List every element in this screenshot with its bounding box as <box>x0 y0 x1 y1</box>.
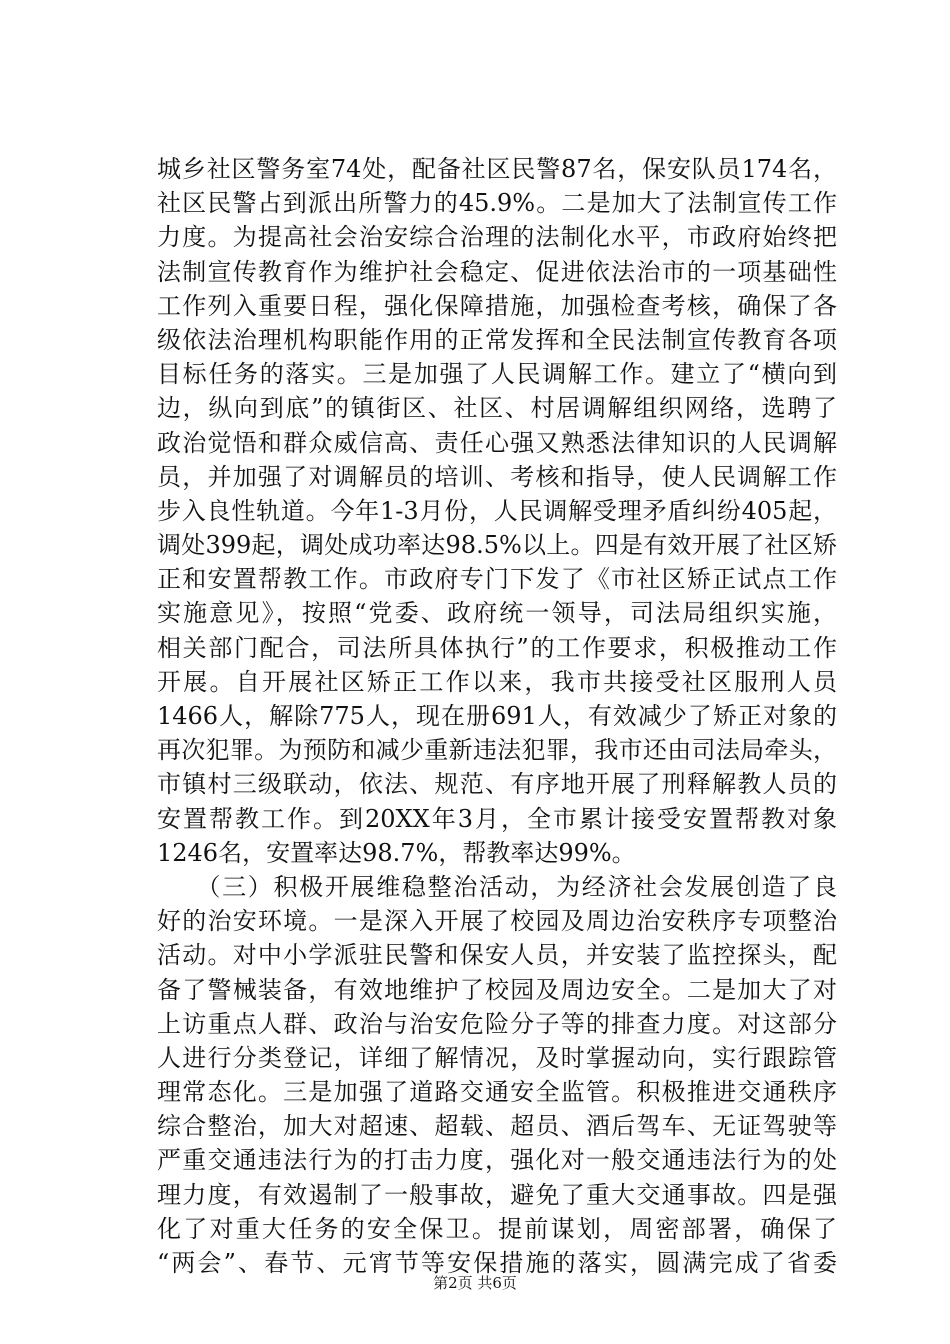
text-line: 城乡社区警务室74处，配备社区民警87名，保安队员174名， <box>157 155 837 183</box>
text-line: 员，并加强了对调解员的培训、考核和指导，使人民调解工作 <box>157 462 837 491</box>
text-line: 人进行分类登记，详细了解情况，及时掌握动向，实行跟踪管 <box>157 1043 837 1072</box>
text-line: 备了警械装备，有效地维护了校园及周边安全。二是加大了对 <box>157 975 837 1004</box>
text-line: 实施意见》，按照“党委、政府统一领导，司法局组织实施， <box>157 599 837 628</box>
text-line: 理常态化。三是加强了道路交通安全监管。积极推进交通秩序 <box>157 1078 837 1107</box>
text-line: 相关部门配合，司法所具体执行”的工作要求，积极推动工作 <box>157 633 837 662</box>
text-line: 政治觉悟和群众威信高、责任心强又熟悉法律知识的人民调解 <box>157 428 837 457</box>
page-number-label: 第2页 共6页 <box>433 1274 517 1292</box>
document-body <box>157 152 837 1280</box>
text-line: 级依法治理机构职能作用的正常发挥和全民法制宣传教育各项 <box>157 325 837 354</box>
text-line: “两会”、春节、元宵节等安保措施的落实，圆满完成了省委 <box>157 1249 837 1277</box>
text-line: 调处399起，调处成功率达98.5%以上。四是有效开展了社区矫 <box>157 531 837 560</box>
text-line: 好的治安环境。一是深入开展了校园及周边治安秩序专项整治 <box>157 907 837 936</box>
page-footer <box>0 1272 950 1293</box>
text-line: 力度。为提高社会治安综合治理的法制化水平，市政府始终把 <box>157 223 837 252</box>
text-line: 工作列入重要日程，强化保障措施，加强检查考核，确保了各 <box>157 291 837 320</box>
text-line: 再次犯罪。为预防和减少重新违法犯罪，我市还由司法局牵头， <box>157 736 837 765</box>
text-line: 开展。自开展社区矫正工作以来，我市共接受社区服刑人员 <box>157 667 837 696</box>
text-line: 理力度，有效遏制了一般事故，避免了重大交通事故。四是强 <box>157 1180 837 1209</box>
text-line: 边，纵向到底”的镇街区、社区、村居调解组织网络，选聘了 <box>157 394 837 423</box>
paragraph-end-line: 1246名，安置率达98.7%，帮教率达99%。 <box>157 838 636 867</box>
text-line: 正和安置帮教工作。市政府专门下发了《市社区矫正试点工作 <box>157 565 837 594</box>
section-heading-line: （三）积极开展维稳整治活动，为经济社会发展创造了良 <box>157 872 837 901</box>
text-line: 综合整治，加大对超速、超载、超员、酒后驾车、无证驾驶等 <box>157 1112 837 1141</box>
text-line: 化了对重大任务的安全保卫。提前谋划，周密部署，确保了 <box>157 1214 837 1243</box>
text-line: 安置帮教工作。到20XX年3月，全市累计接受安置帮教对象 <box>157 804 837 833</box>
text-line: 社区民警占到派出所警力的45.9%。二是加大了法制宣传工作 <box>157 189 837 218</box>
text-line: 1466人，解除775人，现在册691人，有效减少了矫正对象的 <box>157 702 837 730</box>
text-line: 法制宣传教育作为维护社会稳定、促进依法治市的一项基础性 <box>157 257 837 286</box>
text-line: 上访重点人群、政治与治安危险分子等的排查力度。对这部分 <box>157 1009 837 1038</box>
text-line: 步入良性轨道。今年1-3月份，人民调解受理矛盾纠纷405起， <box>157 496 837 525</box>
text-line: 目标任务的落实。三是加强了人民调解工作。建立了“横向到 <box>157 360 837 389</box>
text-line: 活动。对中小学派驻民警和保安人员，并安装了监控探头，配 <box>157 941 837 970</box>
text-line: 市镇村三级联动，依法、规范、有序地开展了刑释解教人员的 <box>157 770 837 799</box>
text-line: 严重交通违法行为的打击力度，强化对一般交通违法行为的处 <box>157 1146 837 1175</box>
